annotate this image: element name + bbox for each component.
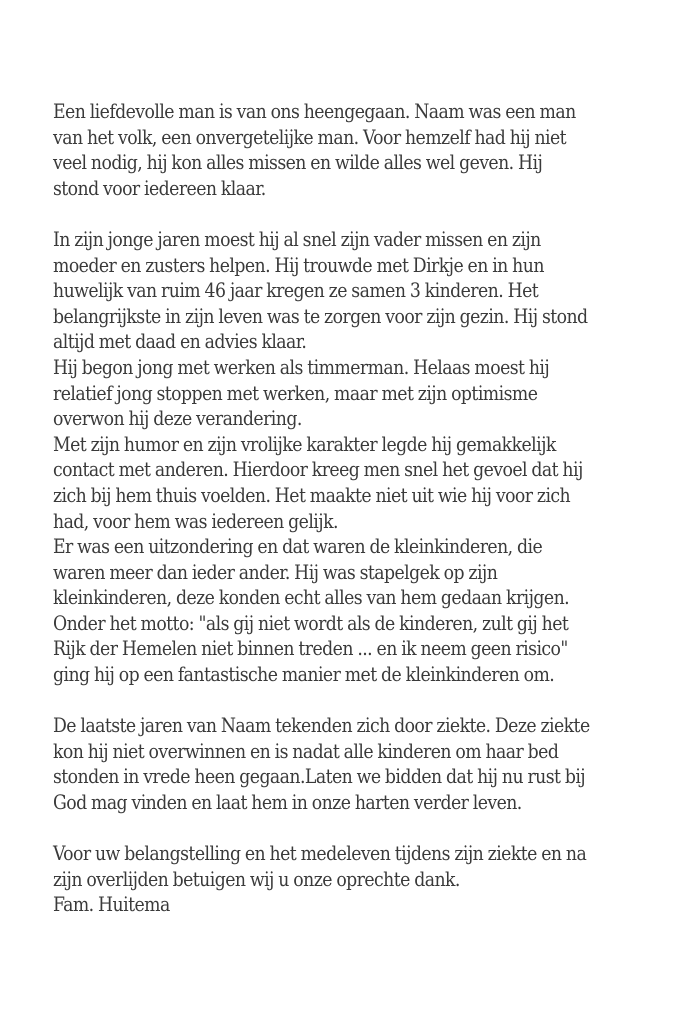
paragraph-thanks — [53, 841, 683, 918]
paragraph-spacer — [53, 688, 683, 714]
paragraph-spacer — [53, 816, 683, 842]
text-line: Met zijn humor en zijn vrolijke karakter legde hij gemakkelijk — [53, 432, 556, 456]
text-line: In zijn jonge jaren moest hij al snel zijn vader missen en zijn — [53, 227, 541, 251]
text-line: Een liefdevolle man is van ons heengegaan. Naam was een man — [53, 100, 576, 123]
paragraph-tribute — [53, 99, 683, 201]
text-line: contact met anderen. Hierdoor kreeg men snel het gevoel dat hij — [53, 458, 583, 482]
text-line: overwon hij deze verandering. — [53, 407, 302, 431]
text-line: veel nodig, hij kon alles missen en wilde alles wel geven. Hij — [53, 151, 543, 175]
text-line: Hij begon jong met werken als timmerman. Helaas moest hij — [53, 355, 550, 379]
text-line: kleinkinderen, deze konden echt alles van hem gedaan krijgen. — [53, 586, 570, 610]
text-line: van het volk, een onvergetelijke man. Voor hemzelf had hij niet — [53, 125, 567, 149]
paragraph-life-story — [53, 227, 683, 688]
text-line: De laatste jaren van Naam tekenden zich door ziekte. Deze ziekte — [53, 714, 590, 738]
text-line: waren meer dan ieder ander. Hij was stapelgek op zijn — [53, 560, 498, 584]
text-line: relatief jong stoppen met werken, maar met zijn optimisme — [53, 381, 538, 405]
text-line: belangrijkste in zijn leven was te zorgen voor zijn gezin. Hij stond — [53, 304, 588, 328]
paragraph-spacer — [53, 201, 683, 227]
text-line: altijd met daad en advies klaar. — [53, 330, 307, 354]
text-line: moeder en zusters helpen. Hij trouwde met Dirkje en in hun — [53, 253, 544, 277]
text-line: kon hij niet overwinnen en is nadat alle kinderen om haar bed — [53, 739, 559, 763]
text-line: Onder het motto: "als gij niet wordt als de kinderen, zult gij het — [53, 611, 569, 635]
text-line: stond voor iedereen klaar. — [53, 176, 266, 200]
text-line: Voor uw belangstelling en het medeleven tijdens zijn ziekte en na — [53, 842, 587, 866]
text-line: huwelijk van ruim 46 jaar kregen ze samen 3 kinderen. Het — [53, 279, 539, 303]
signature: Fam. Huitema — [53, 893, 170, 917]
text-line: zijn overlijden betuigen wij u onze oprechte dank. — [53, 867, 460, 891]
memorial-text — [53, 99, 683, 918]
paragraph-final-years — [53, 713, 683, 815]
text-line: stonden in vrede heen gegaan.Laten we bidden dat hij nu rust bij — [53, 765, 586, 789]
text-line: zich bij hem thuis voelden. Het maakte niet uit wie hij voor zich — [53, 483, 571, 507]
text-line: ging hij op een fantastische manier met de kleinkinderen om. — [53, 663, 555, 687]
text-line: God mag vinden en laat hem in onze harten verder leven. — [53, 791, 522, 815]
text-line: Rijk der Hemelen niet binnen treden ... en ik neem geen risico" — [53, 637, 568, 661]
text-line: had, voor hem was iedereen gelijk. — [53, 509, 338, 533]
text-line: Er was een uitzondering en dat waren de kleinkinderen, die — [53, 535, 543, 559]
